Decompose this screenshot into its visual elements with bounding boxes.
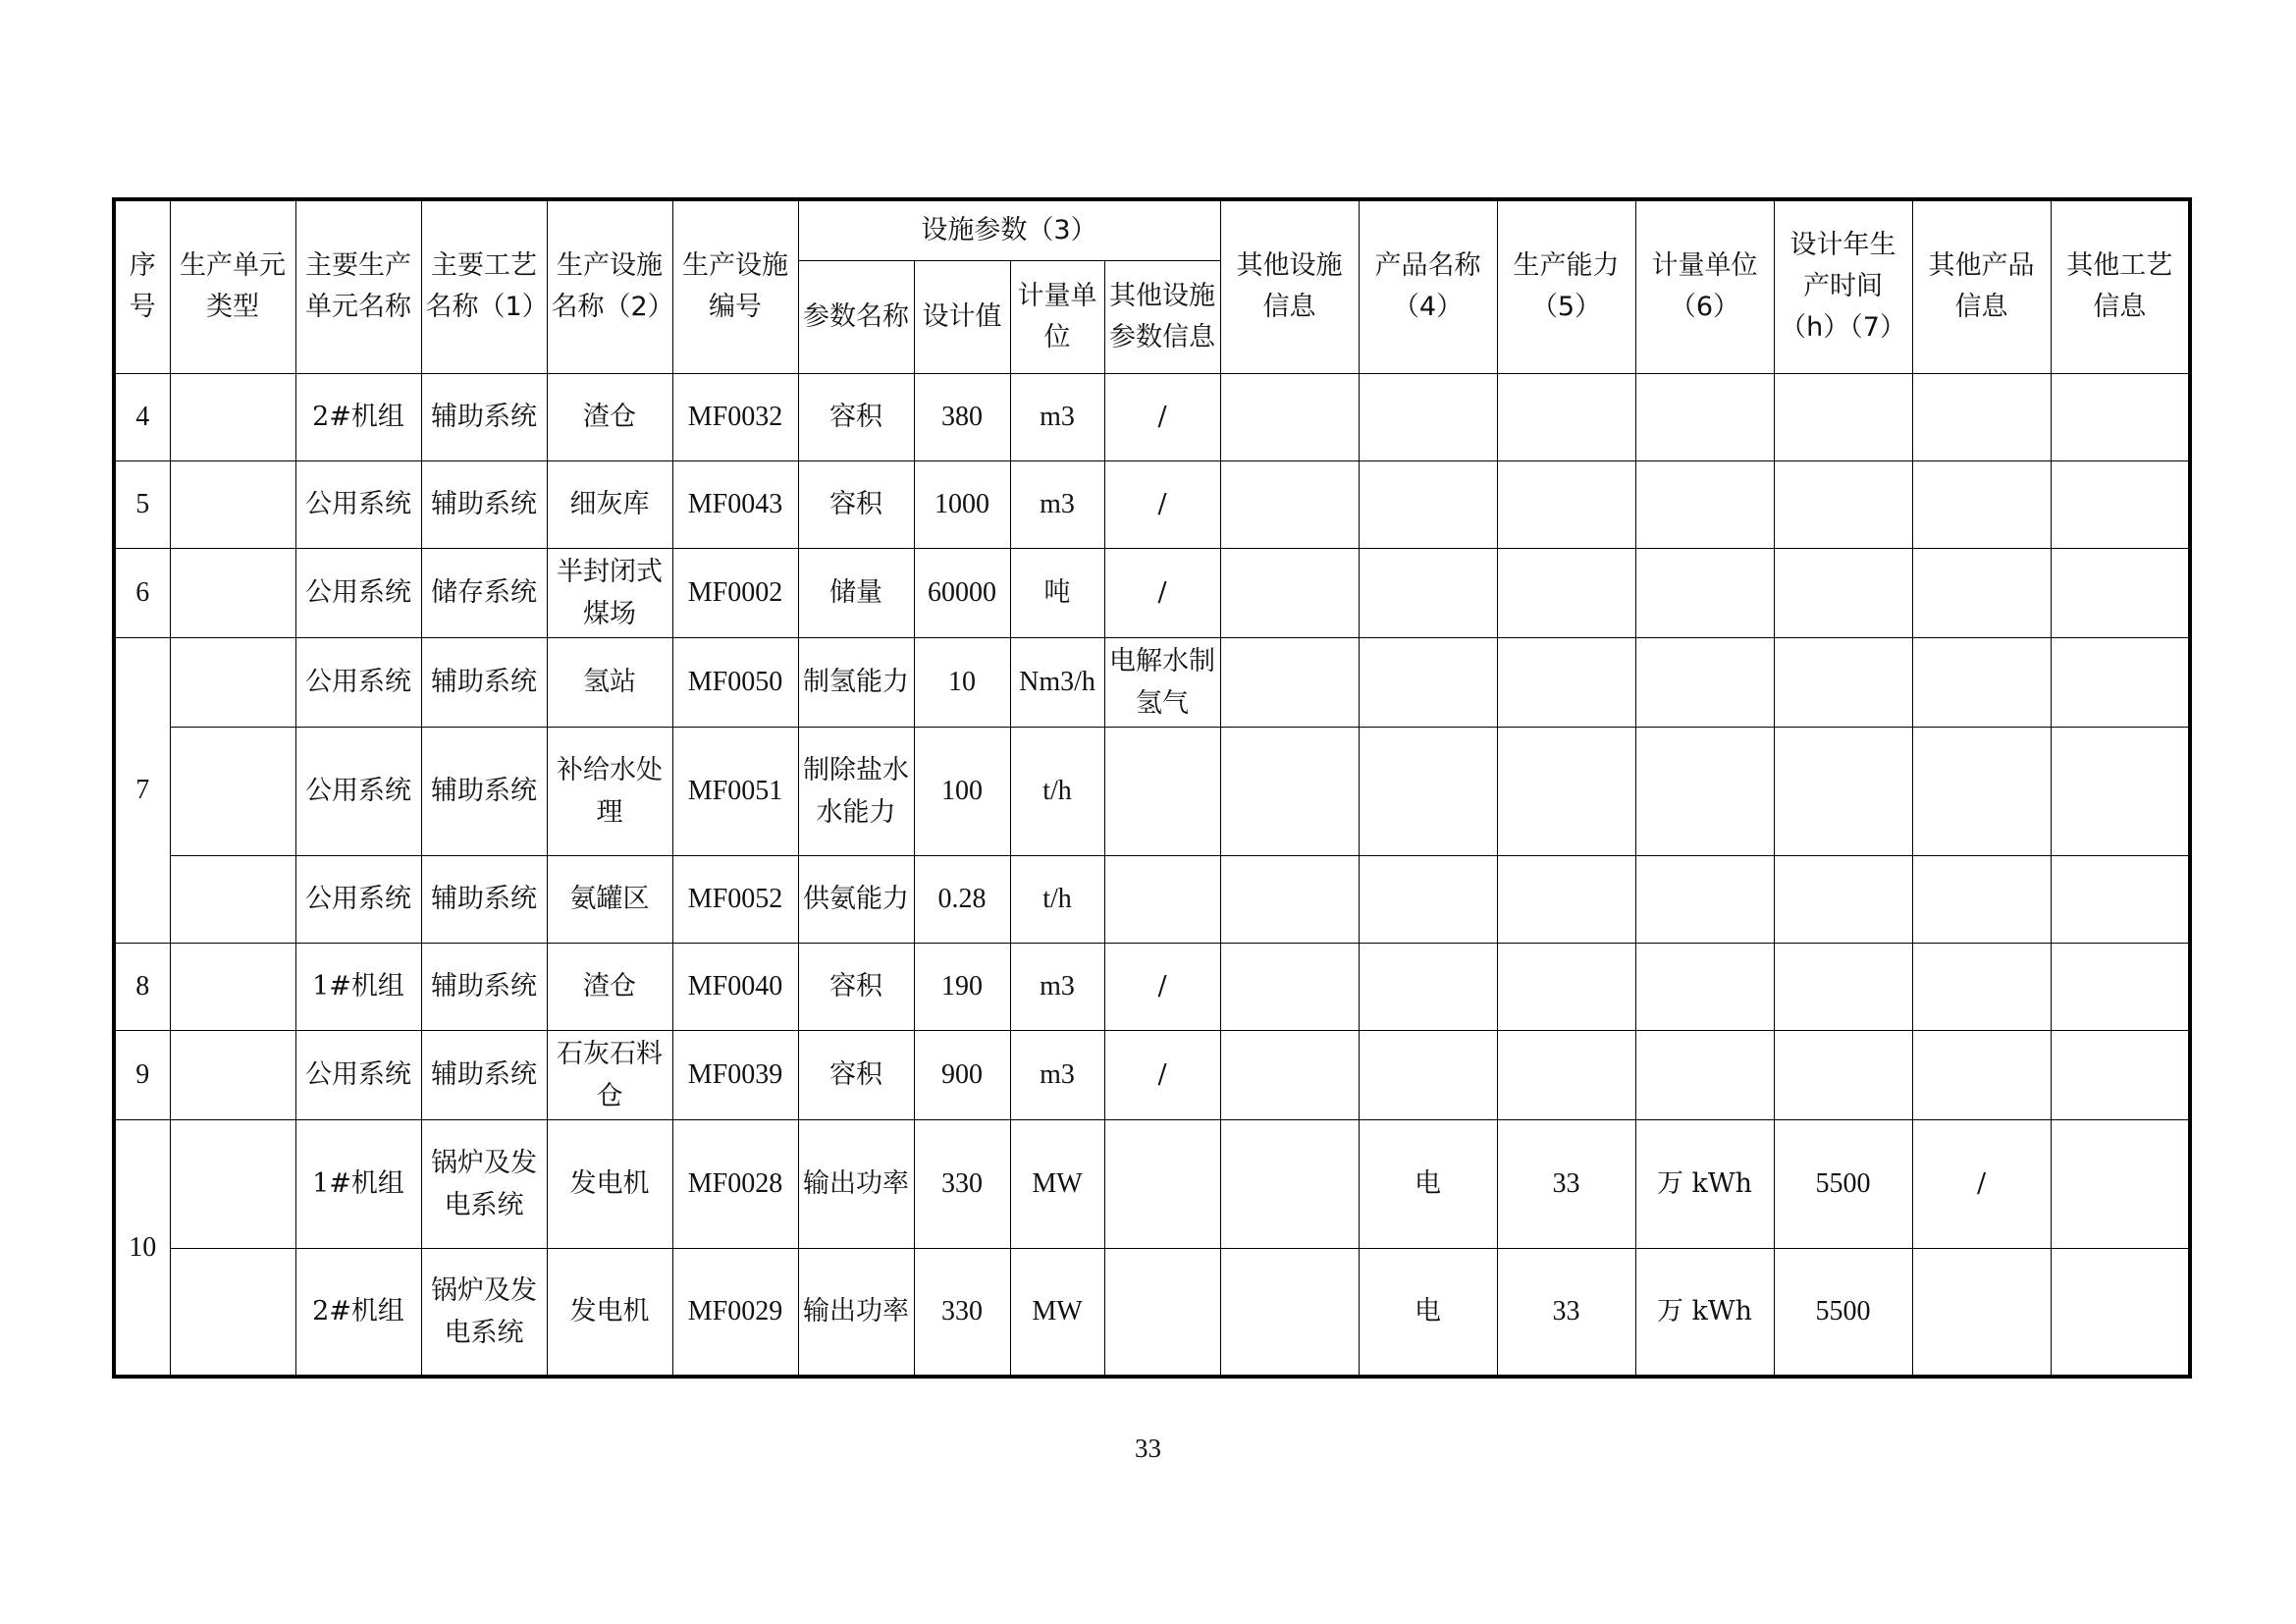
cell-unit-type [170, 637, 295, 727]
cell-process: 锅炉及发电系统 [421, 1119, 547, 1248]
cell-cap-unit [1635, 943, 1774, 1030]
cell-seq: 8 [114, 943, 170, 1030]
cell-other-facility [1220, 1030, 1359, 1119]
cell-design-value: 0.28 [914, 855, 1010, 943]
cell-code: MF0040 [672, 943, 798, 1030]
cell-param-name: 容积 [798, 1030, 914, 1119]
table-row [114, 855, 2190, 943]
table-row [114, 373, 2190, 460]
cell-product-name [1359, 855, 1497, 943]
cell-process: 辅助系统 [421, 373, 547, 460]
cell-unit-type [170, 727, 295, 855]
cell-cap-unit [1635, 1030, 1774, 1119]
table-row [114, 943, 2190, 1030]
cell-product-name: 电 [1359, 1248, 1497, 1377]
table-row [114, 548, 2190, 637]
cell-seq: 10 [114, 1119, 170, 1377]
cell-design-hours [1774, 727, 1912, 855]
header-other-product: 其他产品信息 [1912, 199, 2051, 373]
cell-seq: 4 [114, 373, 170, 460]
header-unit-type: 生产单元类型 [170, 199, 295, 373]
cell-other-process [2051, 1248, 2190, 1377]
cell-capacity [1497, 727, 1635, 855]
cell-unit-type [170, 855, 295, 943]
cell-cap-unit [1635, 548, 1774, 637]
cell-main-unit: 公用系统 [295, 548, 421, 637]
cell-unit-type [170, 460, 295, 548]
cell-param-name: 容积 [798, 943, 914, 1030]
cell-design-hours [1774, 637, 1912, 727]
header-other-facility: 其他设施信息 [1220, 199, 1359, 373]
cell-code: MF0032 [672, 373, 798, 460]
cell-main-unit: 1#机组 [295, 1119, 421, 1248]
header-code: 生产设施编号 [672, 199, 798, 373]
cell-process: 辅助系统 [421, 943, 547, 1030]
cell-design-value: 330 [914, 1248, 1010, 1377]
cell-other-param: / [1104, 460, 1220, 548]
cell-param-name: 输出功率 [798, 1119, 914, 1248]
cell-unit-type [170, 1119, 295, 1248]
cell-design-value: 380 [914, 373, 1010, 460]
cell-other-product [1912, 460, 2051, 548]
cell-main-unit: 公用系统 [295, 727, 421, 855]
cell-seq: 7 [114, 637, 170, 943]
table-body [114, 373, 2190, 1377]
cell-measure-unit: 吨 [1010, 548, 1104, 637]
header-design-hours: 设计年生产时间（h）（7） [1774, 199, 1912, 373]
table-row [114, 637, 2190, 727]
cell-other-product [1912, 1248, 2051, 1377]
cell-code: MF0043 [672, 460, 798, 548]
cell-design-hours: 5500 [1774, 1119, 1912, 1248]
cell-main-unit: 公用系统 [295, 460, 421, 548]
cell-measure-unit: t/h [1010, 727, 1104, 855]
header-other-process: 其他工艺信息 [2051, 199, 2190, 373]
cell-design-value: 190 [914, 943, 1010, 1030]
cell-other-product [1912, 373, 2051, 460]
header-process: 主要工艺名称（1） [421, 199, 547, 373]
cell-process: 辅助系统 [421, 855, 547, 943]
cell-process: 辅助系统 [421, 460, 547, 548]
cell-product-name [1359, 460, 1497, 548]
cell-capacity [1497, 373, 1635, 460]
cell-param-name: 储量 [798, 548, 914, 637]
cell-product-name [1359, 637, 1497, 727]
cell-facility: 半封闭式煤场 [547, 548, 672, 637]
cell-seq: 6 [114, 548, 170, 637]
cell-measure-unit: m3 [1010, 373, 1104, 460]
cell-param-name: 容积 [798, 373, 914, 460]
cell-other-process [2051, 460, 2190, 548]
header-product-name: 产品名称（4） [1359, 199, 1497, 373]
cell-facility: 氨罐区 [547, 855, 672, 943]
cell-other-facility [1220, 943, 1359, 1030]
cell-facility: 渣仓 [547, 373, 672, 460]
cell-design-hours [1774, 373, 1912, 460]
header-capacity: 生产能力（5） [1497, 199, 1635, 373]
cell-param-name: 制除盐水水能力 [798, 727, 914, 855]
cell-other-process [2051, 1119, 2190, 1248]
cell-seq: 5 [114, 460, 170, 548]
cell-measure-unit: Nm3/h [1010, 637, 1104, 727]
cell-other-facility [1220, 1119, 1359, 1248]
header-seq: 序号 [114, 199, 170, 373]
cell-other-process [2051, 373, 2190, 460]
cell-process: 辅助系统 [421, 727, 547, 855]
header-design-value: 设计值 [914, 260, 1010, 373]
table-row [114, 727, 2190, 855]
cell-other-product [1912, 548, 2051, 637]
cell-main-unit: 公用系统 [295, 1030, 421, 1119]
cell-cap-unit: 万 kWh [1635, 1119, 1774, 1248]
cell-other-process [2051, 727, 2190, 855]
cell-process: 储存系统 [421, 548, 547, 637]
cell-product-name [1359, 943, 1497, 1030]
cell-measure-unit: MW [1010, 1248, 1104, 1377]
cell-code: MF0002 [672, 548, 798, 637]
cell-measure-unit: m3 [1010, 1030, 1104, 1119]
cell-unit-type [170, 1030, 295, 1119]
cell-other-process [2051, 637, 2190, 727]
cell-other-param: / [1104, 1030, 1220, 1119]
cell-main-unit: 2#机组 [295, 373, 421, 460]
cell-unit-type [170, 1248, 295, 1377]
cell-other-param [1104, 1119, 1220, 1248]
cell-other-facility [1220, 548, 1359, 637]
cell-other-process [2051, 943, 2190, 1030]
cell-capacity [1497, 637, 1635, 727]
cell-code: MF0052 [672, 855, 798, 943]
cell-other-param [1104, 1248, 1220, 1377]
cell-measure-unit: m3 [1010, 943, 1104, 1030]
cell-other-product [1912, 727, 2051, 855]
cell-other-product [1912, 943, 2051, 1030]
cell-process: 辅助系统 [421, 1030, 547, 1119]
cell-other-process [2051, 548, 2190, 637]
cell-measure-unit: MW [1010, 1119, 1104, 1248]
cell-other-product: / [1912, 1119, 2051, 1248]
cell-unit-type [170, 373, 295, 460]
header-facility: 生产设施名称（2） [547, 199, 672, 373]
cell-code: MF0029 [672, 1248, 798, 1377]
cell-design-value: 900 [914, 1030, 1010, 1119]
table-row [114, 460, 2190, 548]
cell-measure-unit: t/h [1010, 855, 1104, 943]
cell-cap-unit [1635, 373, 1774, 460]
cell-other-param: 电解水制氢气 [1104, 637, 1220, 727]
cell-param-name: 制氢能力 [798, 637, 914, 727]
table-header [114, 199, 2190, 373]
cell-process: 锅炉及发电系统 [421, 1248, 547, 1377]
cell-product-name [1359, 373, 1497, 460]
cell-capacity [1497, 943, 1635, 1030]
cell-capacity [1497, 460, 1635, 548]
cell-design-hours [1774, 460, 1912, 548]
cell-other-process [2051, 855, 2190, 943]
cell-capacity: 33 [1497, 1248, 1635, 1377]
cell-product-name: 电 [1359, 1119, 1497, 1248]
cell-unit-type [170, 548, 295, 637]
cell-design-hours [1774, 943, 1912, 1030]
cell-param-name: 输出功率 [798, 1248, 914, 1377]
cell-facility: 细灰库 [547, 460, 672, 548]
cell-main-unit: 2#机组 [295, 1248, 421, 1377]
cell-code: MF0051 [672, 727, 798, 855]
cell-process: 辅助系统 [421, 637, 547, 727]
cell-other-facility [1220, 637, 1359, 727]
cell-facility: 补给水处理 [547, 727, 672, 855]
cell-design-value: 60000 [914, 548, 1010, 637]
cell-code: MF0028 [672, 1119, 798, 1248]
cell-cap-unit: 万 kWh [1635, 1248, 1774, 1377]
table-row [114, 1119, 2190, 1248]
cell-other-param: / [1104, 548, 1220, 637]
cell-cap-unit [1635, 727, 1774, 855]
header-param-name: 参数名称 [798, 260, 914, 373]
cell-main-unit: 公用系统 [295, 855, 421, 943]
cell-capacity: 33 [1497, 1119, 1635, 1248]
cell-other-facility [1220, 373, 1359, 460]
cell-product-name [1359, 1030, 1497, 1119]
cell-capacity [1497, 855, 1635, 943]
cell-product-name [1359, 548, 1497, 637]
cell-param-name: 容积 [798, 460, 914, 548]
header-cap-unit: 计量单位（6） [1635, 199, 1774, 373]
cell-other-process [2051, 1030, 2190, 1119]
cell-other-facility [1220, 1248, 1359, 1377]
cell-design-value: 1000 [914, 460, 1010, 548]
cell-main-unit: 公用系统 [295, 637, 421, 727]
header-params-group: 设施参数（3） [798, 199, 1220, 260]
cell-facility: 发电机 [547, 1119, 672, 1248]
cell-design-value: 100 [914, 727, 1010, 855]
header-other-param: 其他设施参数信息 [1104, 260, 1220, 373]
cell-cap-unit [1635, 637, 1774, 727]
cell-other-param [1104, 855, 1220, 943]
cell-cap-unit [1635, 460, 1774, 548]
cell-unit-type [170, 943, 295, 1030]
table-row [114, 1248, 2190, 1377]
cell-design-value: 330 [914, 1119, 1010, 1248]
cell-capacity [1497, 1030, 1635, 1119]
cell-seq: 9 [114, 1030, 170, 1119]
cell-main-unit: 1#机组 [295, 943, 421, 1030]
cell-capacity [1497, 548, 1635, 637]
facility-parameter-table [112, 197, 2192, 1379]
cell-facility: 石灰石料仓 [547, 1030, 672, 1119]
cell-other-facility [1220, 460, 1359, 548]
cell-other-param: / [1104, 373, 1220, 460]
cell-other-product [1912, 855, 2051, 943]
cell-measure-unit: m3 [1010, 460, 1104, 548]
cell-design-value: 10 [914, 637, 1010, 727]
cell-other-param: / [1104, 943, 1220, 1030]
cell-design-hours [1774, 855, 1912, 943]
cell-code: MF0039 [672, 1030, 798, 1119]
cell-design-hours: 5500 [1774, 1248, 1912, 1377]
cell-code: MF0050 [672, 637, 798, 727]
cell-facility: 氢站 [547, 637, 672, 727]
cell-other-product [1912, 637, 2051, 727]
cell-other-product [1912, 1030, 2051, 1119]
cell-cap-unit [1635, 855, 1774, 943]
cell-other-facility [1220, 727, 1359, 855]
cell-other-param [1104, 727, 1220, 855]
header-main-unit: 主要生产单元名称 [295, 199, 421, 373]
cell-facility: 发电机 [547, 1248, 672, 1377]
cell-param-name: 供氨能力 [798, 855, 914, 943]
header-measure-unit: 计量单位 [1010, 260, 1104, 373]
cell-product-name [1359, 727, 1497, 855]
cell-design-hours [1774, 548, 1912, 637]
cell-other-facility [1220, 855, 1359, 943]
cell-design-hours [1774, 1030, 1912, 1119]
cell-facility: 渣仓 [547, 943, 672, 1030]
page-number: 33 [1135, 1434, 1161, 1463]
table-row [114, 1030, 2190, 1119]
